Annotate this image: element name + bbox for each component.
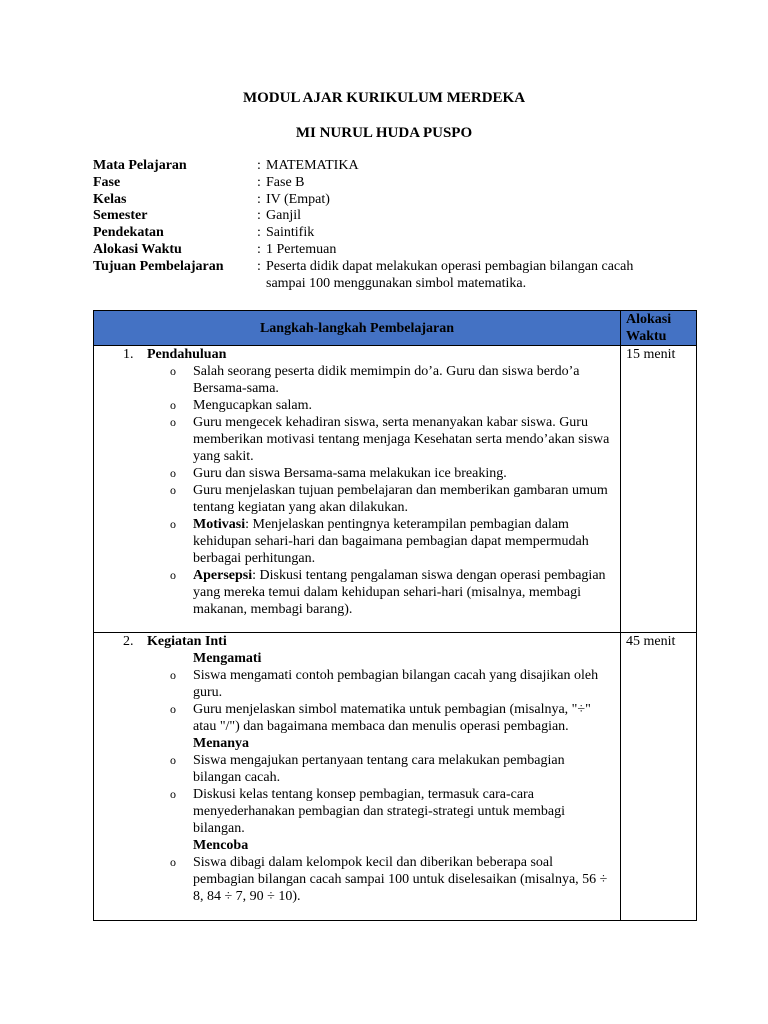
list-item: [94, 854, 620, 905]
info-row: [93, 158, 693, 175]
section-number: 1.: [123, 347, 134, 362]
info-block: [93, 158, 693, 291]
info-value: 1 Pertemuan: [266, 241, 337, 257]
item-text: Mengucapkan salam.: [193, 398, 312, 413]
info-label: Pendekatan: [93, 225, 164, 241]
bullet-icon: o: [170, 855, 176, 869]
subheading-ask: Menanya: [193, 736, 249, 751]
bullet-icon: o: [170, 517, 176, 531]
document-title: MODUL AJAR KURIKULUM MERDEKA: [242, 90, 526, 106]
bullet-icon: o: [170, 364, 176, 378]
list-item: [94, 667, 620, 701]
info-row: [93, 242, 693, 259]
item-text: Siswa mengamati contoh pembagian bilangan cacah yang disajikan oleh guru.: [193, 668, 599, 700]
bullet-icon: o: [170, 466, 176, 480]
item-text: Guru menjelaskan simbol matematika untuk pembagian (misalnya, "÷" atau "/") dan bagaimana membaca dan menulis operasi pembagian.: [193, 702, 591, 734]
item-text: Guru mengecek kehadiran siswa, serta menanyakan kabar siswa. Guru memberikan motivasi tentang menjaga Kesehatan serta mendo’akan siswa yang sakit.: [193, 415, 610, 464]
colon: :: [257, 191, 261, 207]
column-header-time: Alokasi Waktu: [621, 311, 697, 346]
item-bold-label: Motivasi: [193, 517, 246, 532]
section-heading: [94, 633, 620, 650]
learning-steps-table: [93, 310, 697, 921]
info-value-wrap: [257, 158, 359, 175]
table-row: [94, 346, 697, 633]
bullet-icon: o: [170, 483, 176, 497]
subheading-observe: Mengamati: [193, 651, 262, 666]
column-header-steps: Langkah-langkah Pembelajaran: [94, 311, 621, 346]
list-item: [94, 567, 620, 618]
info-value-wrap: [257, 242, 336, 259]
colon: :: [257, 208, 261, 224]
time-cell: 45 menit: [621, 633, 697, 921]
bullet-icon: o: [170, 753, 176, 767]
section-introduction: [94, 346, 620, 618]
table-header-row: [94, 311, 697, 346]
info-value: IV (Empat): [266, 191, 330, 207]
item-bold-label: Apersepsi: [193, 568, 253, 583]
list-item: [94, 414, 620, 465]
info-value: MATEMATIKA: [266, 158, 359, 173]
info-value: Fase B: [266, 174, 305, 190]
colon: :: [257, 241, 261, 257]
info-label: Semester: [93, 208, 148, 224]
bullet-icon: o: [170, 415, 176, 429]
item-text: : Menjelaskan pentingnya keterampilan pembagian dalam kehidupan sehari-hari dan bagaimana pembagian dapat mempermudah berbagai perhitungan.: [193, 517, 589, 566]
bullet-icon: o: [170, 702, 176, 716]
info-row: [93, 175, 693, 192]
info-value-wrap: [257, 259, 693, 293]
info-value-continued: sampai 100 menggunakan simbol matematika.: [266, 275, 527, 291]
info-label: Mata Pelajaran: [93, 158, 187, 173]
bullet-icon: o: [170, 568, 176, 582]
item-text: Guru dan siswa Bersama-sama melakukan ice breaking.: [193, 466, 507, 481]
section-name: Pendahuluan: [147, 347, 227, 362]
info-row: [93, 225, 693, 242]
list-item: [94, 516, 620, 567]
item-text: Siswa dibagi dalam kelompok kecil dan diberikan beberapa soal pembagian bilangan cacah sampai 100 untuk diselesaikan (misalnya, 56 ÷ 8, 84 ÷ 7, 90 ÷ 10).: [193, 855, 608, 904]
steps-cell: [94, 346, 621, 633]
time-cell: 15 menit: [621, 346, 697, 633]
list-item: [94, 363, 620, 397]
step-list: [94, 752, 620, 837]
info-value-wrap: [257, 175, 305, 192]
table-row: [94, 633, 697, 921]
info-label: Alokasi Waktu: [93, 241, 182, 257]
subheading-try: Mencoba: [193, 838, 249, 853]
bullet-icon: o: [170, 787, 176, 801]
colon: :: [257, 258, 261, 274]
school-name: MI NURUL HUDA PUSPO: [295, 125, 473, 141]
list-item: [94, 397, 620, 414]
list-item: [94, 786, 620, 837]
section-number: 2.: [123, 634, 134, 649]
info-row: [93, 208, 693, 225]
info-value-wrap: [257, 208, 301, 225]
steps-cell: [94, 633, 621, 921]
info-value: Peserta didik dapat melakukan operasi pembagian bilangan cacah: [266, 258, 634, 274]
info-value: Ganjil: [266, 208, 301, 224]
step-list: [94, 854, 620, 905]
info-label: Tujuan Pembelajaran: [93, 258, 224, 274]
info-row: [93, 192, 693, 209]
colon: :: [257, 158, 261, 173]
item-text: Salah seorang peserta didik memimpin do’a. Guru dan siswa berdo’a Bersama-sama.: [193, 364, 580, 396]
info-row: [93, 258, 693, 291]
info-value-wrap: [257, 192, 330, 209]
bullet-icon: o: [170, 668, 176, 682]
step-list: [94, 667, 620, 735]
bullet-icon: o: [170, 398, 176, 412]
colon: :: [257, 174, 261, 190]
item-text: Diskusi kelas tentang konsep pembagian, termasuk cara-cara menyederhanakan pembagian dan strategi-strategi untuk membagi bilangan.: [193, 787, 566, 836]
info-label: Fase: [93, 174, 121, 190]
item-text: Siswa mengajukan pertanyaan tentang cara melakukan pembagian bilangan cacah.: [193, 753, 565, 785]
list-item: [94, 465, 620, 482]
section-heading: [94, 346, 620, 363]
info-value: Saintifik: [266, 225, 315, 241]
item-text: : Diskusi tentang pengalaman siswa dengan operasi pembagian yang mereka temui dalam kehidupan sehari-hari (misalnya, membagi makanan, membagi barang).: [193, 568, 606, 617]
list-item: [94, 752, 620, 786]
step-list: [94, 363, 620, 618]
item-text: Guru menjelaskan tujuan pembelajaran dan memberikan gambaran umum tentang kegiatan yang akan dilakukan.: [193, 483, 608, 515]
section-core-activities: [94, 633, 620, 905]
info-value-wrap: [257, 225, 314, 242]
info-label: Kelas: [93, 191, 127, 207]
list-item: [94, 701, 620, 735]
list-item: [94, 482, 620, 516]
colon: :: [257, 225, 261, 241]
section-name: Kegiatan Inti: [147, 634, 227, 649]
